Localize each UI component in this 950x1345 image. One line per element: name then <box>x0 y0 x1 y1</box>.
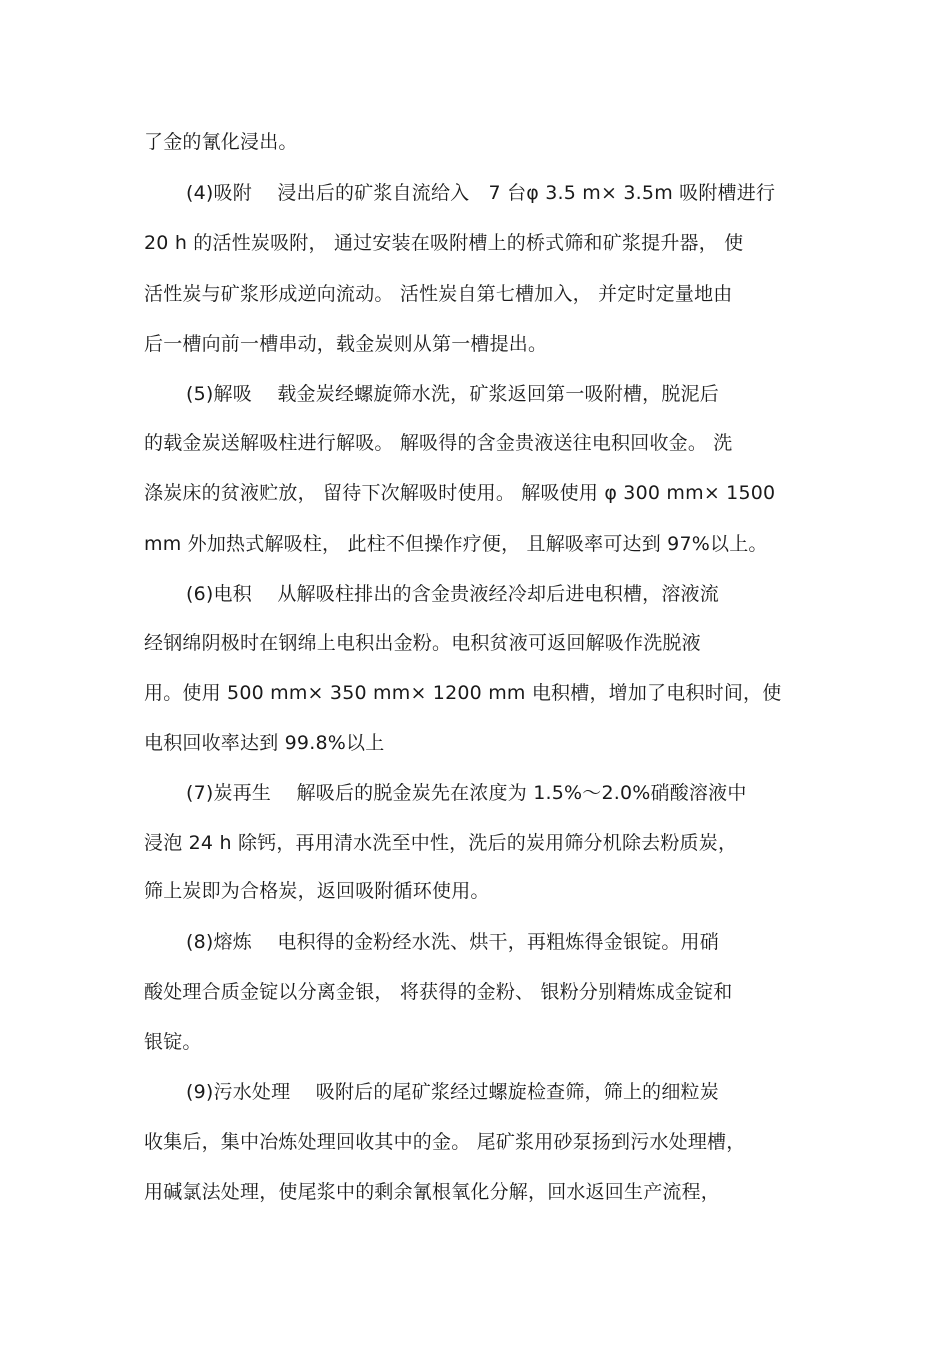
text-line: 了金的氰化浸出。 <box>144 131 298 153</box>
text-line: 用碱氯法处理，使尾浆中的剩余氰根氧化分解，回水返回生产流程， <box>144 1181 721 1203</box>
text-line: 活性炭与矿浆形成逆向流动。 活性炭自第七槽加入， 并定时定量地由 <box>144 283 733 305</box>
text-line: 浸泡 24 h 除钙，再用清水洗至中性，洗后的炭用筛分机除去粉质炭， <box>144 832 738 854</box>
text-line: mm 外加热式解吸柱， 此柱不但操作疗便， 且解吸率可达到 97%以上。 <box>144 533 768 555</box>
text-line: (8)熔炼 电积得的金粉经水洗、烘干，再粗炼得金银锭。用硝 <box>186 931 719 953</box>
text-line: 银锭。 <box>144 1031 202 1053</box>
text-line: (7)炭再生 解吸后的脱金炭先在浓度为 1.5%～2.0%硝酸溶液中 <box>186 782 747 804</box>
text-line: 收集后，集中冶炼处理回收其中的金。 尾矿浆用砂泵扬到污水处理槽， <box>144 1131 746 1153</box>
text-line: 涤炭床的贫液贮放， 留待下次解吸时使用。 解吸使用 φ 300 mm× 1500 <box>144 482 776 504</box>
text-line: 20 h 的活性炭吸附， 通过安装在吸附槽上的桥式筛和矿浆提升器， 使 <box>144 232 744 254</box>
text-line: 后一槽向前一槽串动，载金炭则从第一槽提出。 <box>144 333 548 355</box>
text-line: 筛上炭即为合格炭，返回吸附循环使用。 <box>144 880 490 902</box>
text-line: 酸处理合质金锭以分离金银， 将获得的金粉、 银粉分别精炼成金锭和 <box>144 981 733 1003</box>
text-line: (9)污水处理 吸附后的尾矿浆经过螺旋检查筛，筛上的细粒炭 <box>186 1081 719 1103</box>
text-line: (4)吸附 浸出后的矿浆自流给入 7 台φ 3.5 m× 3.5m 吸附槽进行 <box>186 182 776 204</box>
text-line: 用。使用 500 mm× 350 mm× 1200 mm 电积槽，增加了电积时间，使 <box>144 682 782 704</box>
text-line: 电积回收率达到 99.8%以上 <box>144 732 385 754</box>
text-line: (6)电积 从解吸柱排出的含金贵液经冷却后进电积槽，溶液流 <box>186 583 719 605</box>
text-line: 的载金炭送解吸柱进行解吸。 解吸得的含金贵液送往电积回收金。 洗 <box>144 432 733 454</box>
text-line: 经钢绵阴极时在钢绵上电积出金粉。电积贫液可返回解吸作洗脱液 <box>144 632 701 654</box>
text-line: (5)解吸 载金炭经螺旋筛水洗，矿浆返回第一吸附槽，脱泥后 <box>186 383 719 405</box>
